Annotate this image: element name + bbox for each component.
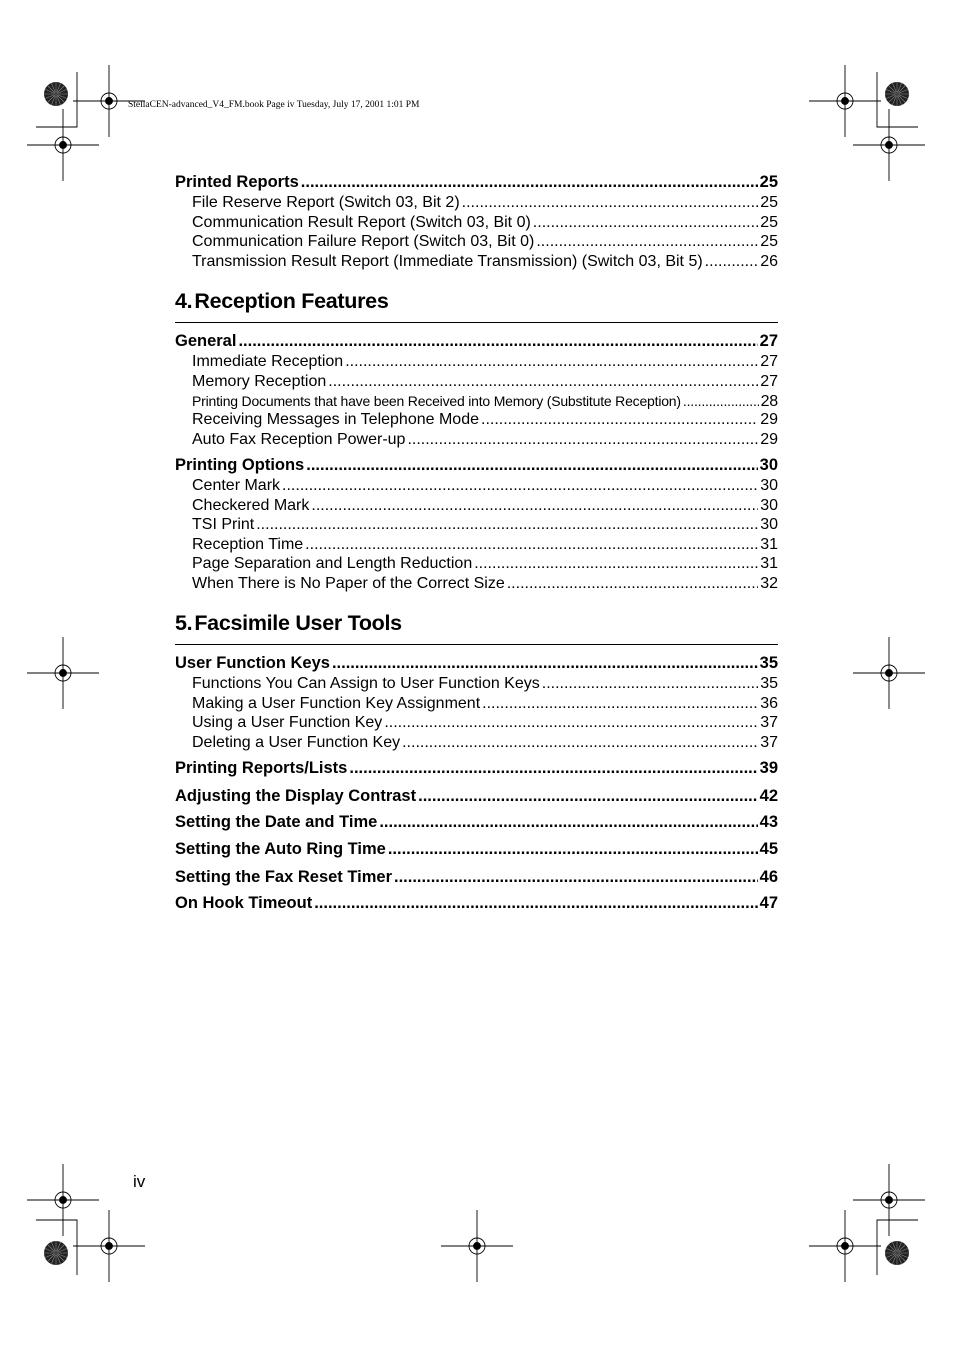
- toc-subentry[interactable]: Transmission Result Report (Immediate Transmission) (Switch 03, Bit 5) ..... 26: [192, 254, 778, 270]
- toc-entry-section[interactable]: On Hook Timeout ..... 47: [175, 895, 778, 912]
- toc-subentry[interactable]: Page Separation and Length Reduction ..... 31: [192, 556, 778, 572]
- toc-entry-section[interactable]: Setting the Fax Reset Timer ..... 46: [175, 869, 778, 886]
- toc-subentry[interactable]: Immediate Reception ..... 27: [192, 354, 778, 370]
- toc-subentry[interactable]: Printing Documents that have been Received into Memory (Substitute Reception) ..... 28: [192, 394, 778, 410]
- chapter-rule: [175, 644, 778, 645]
- toc-entry-general[interactable]: General ..... 27: [175, 333, 778, 350]
- toc-subentry[interactable]: Checkered Mark ..... 30: [192, 498, 778, 514]
- toc-subentry[interactable]: Making a User Function Key Assignment ..... 36: [192, 696, 778, 712]
- toc-subentry[interactable]: Auto Fax Reception Power-up ..... 29: [192, 432, 778, 448]
- toc-subentry[interactable]: Memory Reception ..... 27: [192, 374, 778, 390]
- toc-entry-printed-reports[interactable]: Printed Reports ..... 25: [175, 174, 778, 191]
- toc-subentry[interactable]: TSI Print ..... 30: [192, 517, 778, 533]
- toc-subentry[interactable]: Deleting a User Function Key ..... 37: [192, 735, 778, 751]
- toc-subentry[interactable]: Communication Failure Report (Switch 03, Bit 0) ..... 25: [192, 234, 778, 250]
- chapter-rule: [175, 322, 778, 323]
- toc-subentry[interactable]: File Reserve Report (Switch 03, Bit 2) ..... 25: [192, 195, 778, 211]
- toc-subentry[interactable]: When There is No Paper of the Correct Size ..... 32: [192, 576, 778, 592]
- toc-subentry[interactable]: Communication Result Report (Switch 03, Bit 0) ..... 25: [192, 215, 778, 231]
- toc-entry-section[interactable]: Printing Reports/Lists ..... 39: [175, 760, 778, 777]
- file-slug: StellaCEN-advanced_V4_FM.book Page iv Tuesday, July 17, 2001 1:01 PM: [128, 100, 420, 110]
- toc-subentry[interactable]: Functions You Can Assign to User Function Keys ..... 35: [192, 676, 778, 692]
- toc-entry-section[interactable]: Adjusting the Display Contrast ..... 42: [175, 788, 778, 805]
- toc-subentry[interactable]: Center Mark ..... 30: [192, 478, 778, 494]
- chapter-heading-4: 4.Reception Features: [175, 289, 389, 313]
- toc-subentry[interactable]: Reception Time ..... 31: [192, 537, 778, 553]
- page-folio: iv: [133, 1172, 146, 1191]
- chapter-heading-5: 5.Facsimile User Tools: [175, 611, 402, 635]
- toc-subentry[interactable]: Receiving Messages in Telephone Mode ..... 29: [192, 412, 778, 428]
- toc-entry-section[interactable]: Setting the Auto Ring Time ..... 45: [175, 841, 778, 858]
- toc-entry-printing-options[interactable]: Printing Options ..... 30: [175, 457, 778, 474]
- toc-subentry[interactable]: Using a User Function Key ..... 37: [192, 715, 778, 731]
- toc-entry-section[interactable]: Setting the Date and Time ..... 43: [175, 814, 778, 831]
- toc-entry-user-function-keys[interactable]: User Function Keys ..... 35: [175, 655, 778, 672]
